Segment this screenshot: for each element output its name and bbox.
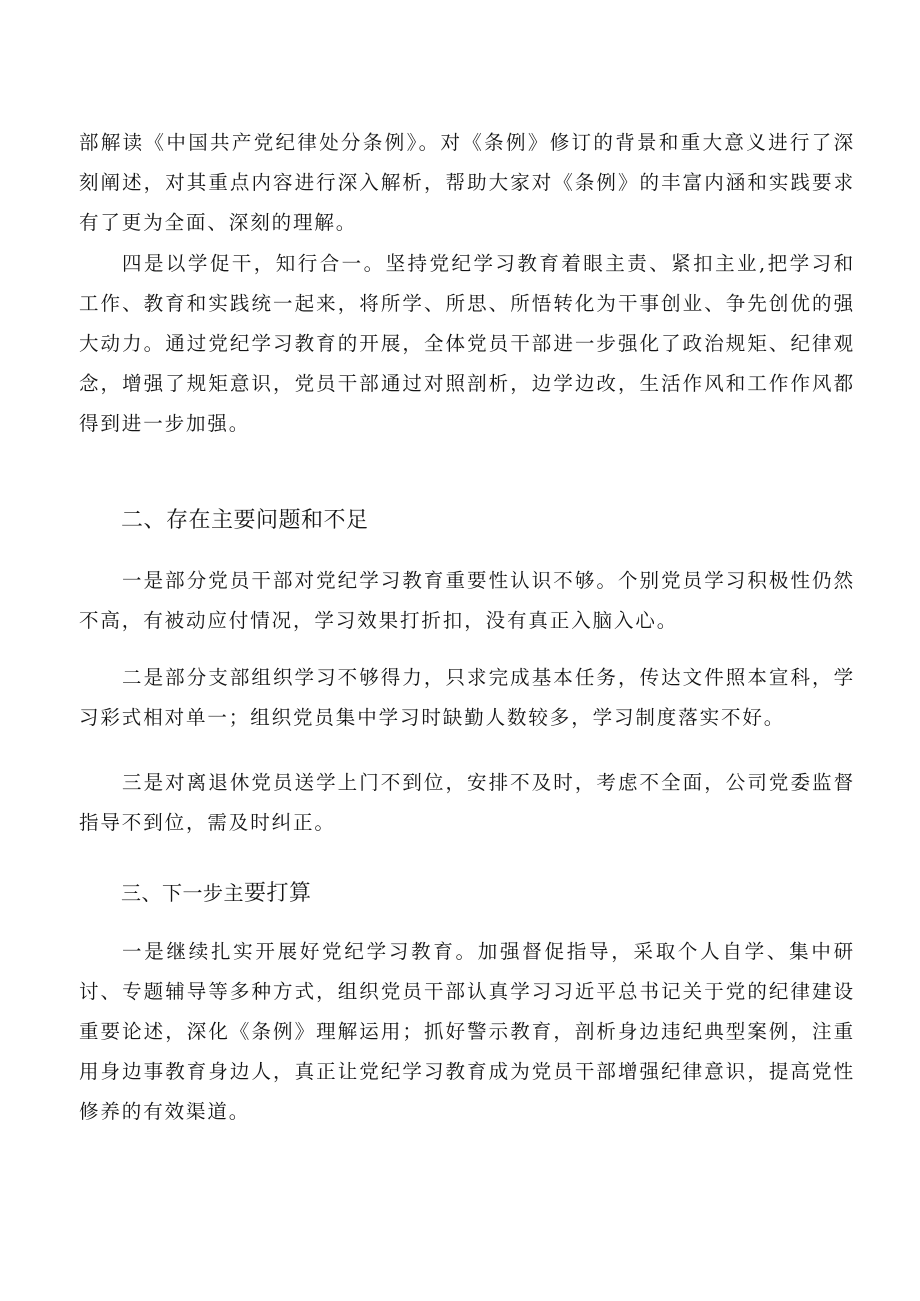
- paragraph-point-four: 四是以学促干，知行合一。坚持党纪学习教育着眼主责、紧扣主业,把学习和工作、教育和实践统一起来，将所学、所思、所悟转化为干事创业、争先创优的强大动力。通过党纪学习教育的开展，全体党员干部进一步强化了政治规矩、纪律观念，增强了规矩意识，党员干部通过对照剖析，边学边改，生活作风和工作作风都得到进一步加强。: [79, 252, 855, 435]
- paragraph-problem-two: 二是部分支部组织学习不够得力，只求完成基本任务，传达文件照本宣科，学习彩式相对单一；组织党员集中学习时缺勤人数较多，学习制度落实不好。: [79, 666, 855, 729]
- heading-next-steps-part-one: 三、下一步主: [121, 881, 244, 905]
- paragraph-plan-one: 一是继续扎实开展好党纪学习教育。加强督促指导，采取个人自学、集中研讨、专题辅导等多种方式，组织党员干部认真学习习近平总书记关于党的纪律建设重要论述，深化《条例》理解运用；抓好警示教育，剖析身边违纪典型案例，注重用身边事教育身边人，真正让党纪学习教育成为党员干部增强纪律意识，提高党性修养的有效渠道。: [79, 940, 855, 1123]
- heading-next-steps-part-two: 要打算: [244, 881, 312, 906]
- paragraph-regulation-reading: 部解读《中国共产党纪律处分条例》。对《条例》修订的背景和重大意义进行了深刻阐述，对其重点内容进行深入解析，帮助大家对《条例》的丰富内涵和实践要求有了更为全面、深刻的理解。: [79, 131, 855, 234]
- paragraph-problem-three: 三是对离退休党员送学上门不到位，安排不及时，考虑不全面，公司党委监督指导不到位，需及时纠正。: [79, 771, 855, 834]
- section-heading-next-steps: [121, 873, 312, 914]
- paragraph-problem-one: 一是部分党员干部对党纪学习教育重要性认识不够。个别党员学习积极性仍然不高，有被动应付情况，学习效果打折扣，没有真正入脑入心。: [79, 569, 855, 632]
- section-heading-problems: 二、存在主要问题和不足: [121, 508, 369, 533]
